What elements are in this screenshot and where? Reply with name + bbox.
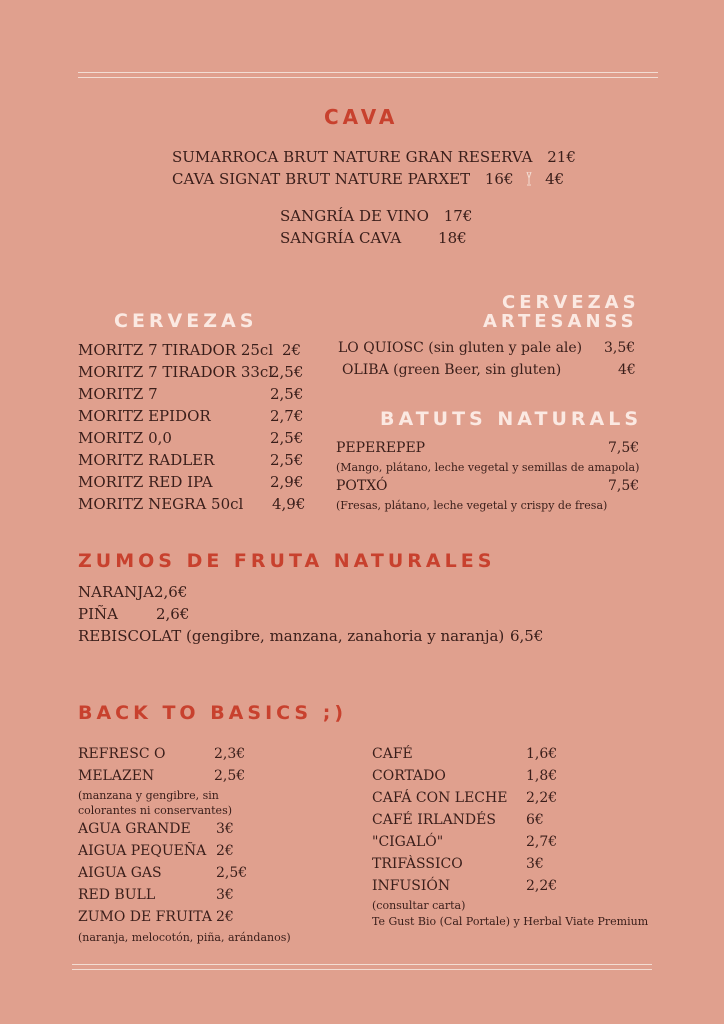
cava-item-2-name: CAVA SIGNAT BRUT NATURE PARXET <box>172 170 471 188</box>
basic-right-1-name: CAFÉ <box>372 746 413 762</box>
cerveza-4-name: MORITZ EPIDOR <box>78 407 211 425</box>
sangria-2 <box>280 227 467 249</box>
basic-left-2-note-2: colorantes ni conservantes) <box>78 804 232 817</box>
basic-right-3-price: 2,2€ <box>526 790 558 806</box>
basic-right-6-name: TRIFÀSSICO <box>372 856 463 872</box>
cerveza-8-price: 4,9€ <box>272 495 306 513</box>
basic-right-6-price: 3€ <box>526 856 544 872</box>
basic-left-4-name: AIGUA PEQUEÑA <box>78 843 207 859</box>
cerveza-8-name: MORITZ NEGRA 50cl <box>78 495 244 513</box>
batut-1-price: 7,5€ <box>608 440 640 456</box>
artesanas-title-line1: CERVEZAS <box>502 292 640 313</box>
batut-1-name: PEPEREPEP <box>336 440 426 456</box>
cerveza-3-price: 2,5€ <box>270 385 304 403</box>
cervezas-title: CERVEZAS <box>114 310 258 332</box>
artesana-2-price: 4€ <box>618 362 636 378</box>
sangria-2-name: SANGRÍA CAVA <box>280 229 402 247</box>
basic-left-4-price: 2€ <box>216 843 234 859</box>
basic-left-7-note: (naranja, melocotón, piña, arándanos) <box>78 931 291 944</box>
sangria-1-name: SANGRÍA DE VINO <box>280 207 429 225</box>
cava-item-2-price: 16€ <box>484 170 514 188</box>
sangria-1-price: 17€ <box>443 207 473 225</box>
cerveza-4-price: 2,7€ <box>270 407 304 425</box>
basic-right-4-price: 6€ <box>526 812 544 828</box>
cava-item-1 <box>172 146 576 168</box>
basic-left-7-price: 2€ <box>216 909 234 925</box>
cerveza-6-name: MORITZ RADLER <box>78 451 215 469</box>
basic-left-2-name: MELAZEN <box>78 768 155 784</box>
batut-1-note: (Mango, plátano, leche vegetal y semillas de amapola) <box>336 461 640 474</box>
cerveza-5-name: MORITZ 0,0 <box>78 429 172 447</box>
basic-left-1-name: REFRESC O <box>78 746 166 762</box>
zumo-1-price: 2,6€ <box>154 583 188 601</box>
cerveza-1-price: 2€ <box>282 341 302 359</box>
wine-glass-icon <box>526 172 532 186</box>
sangria-2-price: 18€ <box>438 229 467 247</box>
basic-right-3-name: CAFÁ CON LECHE <box>372 790 508 806</box>
basic-left-3-price: 3€ <box>216 821 234 837</box>
basic-right-2-name: CORTADO <box>372 768 446 784</box>
top-divider <box>78 72 658 78</box>
basic-right-5-price: 2,7€ <box>526 834 558 850</box>
cava-title: CAVA <box>324 105 399 129</box>
sangria-1 <box>280 205 472 227</box>
cerveza-7-price: 2,9€ <box>270 473 304 491</box>
cava-item-2 <box>172 168 564 190</box>
basic-left-5-price: 2,5€ <box>216 865 248 881</box>
cerveza-6-price: 2,5€ <box>270 451 304 469</box>
batuts-title: BATUTS NATURALS <box>380 408 643 430</box>
zumos-title: ZUMOS DE FRUTA NATURALES <box>78 550 496 572</box>
cerveza-7-name: MORITZ RED IPA <box>78 473 213 491</box>
basic-right-7-note-1: (consultar carta) <box>372 899 466 912</box>
basic-right-4-name: CAFÉ IRLANDÉS <box>372 812 496 828</box>
basic-right-7-name: INFUSIÓN <box>372 878 451 894</box>
cava-item-2-glass-price: 4€ <box>545 170 565 188</box>
basic-left-6-price: 3€ <box>216 887 234 903</box>
cerveza-3-name: MORITZ 7 <box>78 385 158 403</box>
cava-item-1-name: SUMARROCA BRUT NATURE GRAN RESERVA <box>172 148 533 166</box>
zumo-2-name: PIÑA <box>78 605 118 623</box>
basic-left-2-price: 2,5€ <box>214 768 246 784</box>
batut-2-price: 7,5€ <box>608 478 640 494</box>
basic-right-7-note-2: Te Gust Bio (Cal Portale) y Herbal Viate Premium <box>372 915 649 928</box>
basic-left-2-note-1: (manzana y gengibre, sin <box>78 789 219 802</box>
bottom-divider <box>72 964 652 970</box>
basics-title: BACK TO BASICS ;) <box>78 702 348 724</box>
artesana-1-name: LO QUIOSC (sin gluten y pale ale) <box>338 340 583 356</box>
cerveza-5-price: 2,5€ <box>270 429 304 447</box>
artesanas-title-line2: ARTESANSS <box>483 311 638 332</box>
basic-right-5-name: "CIGALÓ" <box>372 834 444 850</box>
basic-right-7-price: 2,2€ <box>526 878 558 894</box>
cava-item-1-price: 21€ <box>547 148 576 166</box>
basic-left-3-name: AGUA GRANDE <box>78 821 191 837</box>
zumo-3-name: REBISCOLAT (gengibre, manzana, zanahoria y naranja) <box>78 627 505 645</box>
basic-left-7-name: ZUMO DE FRUITA <box>78 909 212 925</box>
zumo-2-price: 2,6€ <box>156 605 190 623</box>
cerveza-2-name: MORITZ 7 TIRADOR 33cl <box>78 363 274 381</box>
basic-left-6-name: RED BULL <box>78 887 156 903</box>
basic-left-1-price: 2,3€ <box>214 746 246 762</box>
artesana-1-price: 3,5€ <box>604 340 636 356</box>
artesana-2-name: OLIBA (green Beer, sin gluten) <box>342 362 562 378</box>
batut-2-name: POTXÓ <box>336 478 388 494</box>
basic-left-5-name: AIGUA GAS <box>78 865 162 881</box>
cerveza-2-price: 2,5€ <box>270 363 304 381</box>
basic-right-2-price: 1,8€ <box>526 768 558 784</box>
zumo-3-price: 6,5€ <box>510 627 544 645</box>
zumo-1-name: NARANJA <box>78 583 155 601</box>
batut-2-note: (Fresas, plátano, leche vegetal y crispy de fresa) <box>336 499 608 512</box>
basic-right-1-price: 1,6€ <box>526 746 558 762</box>
cerveza-1-name: MORITZ 7 TIRADOR 25cl <box>78 341 274 359</box>
